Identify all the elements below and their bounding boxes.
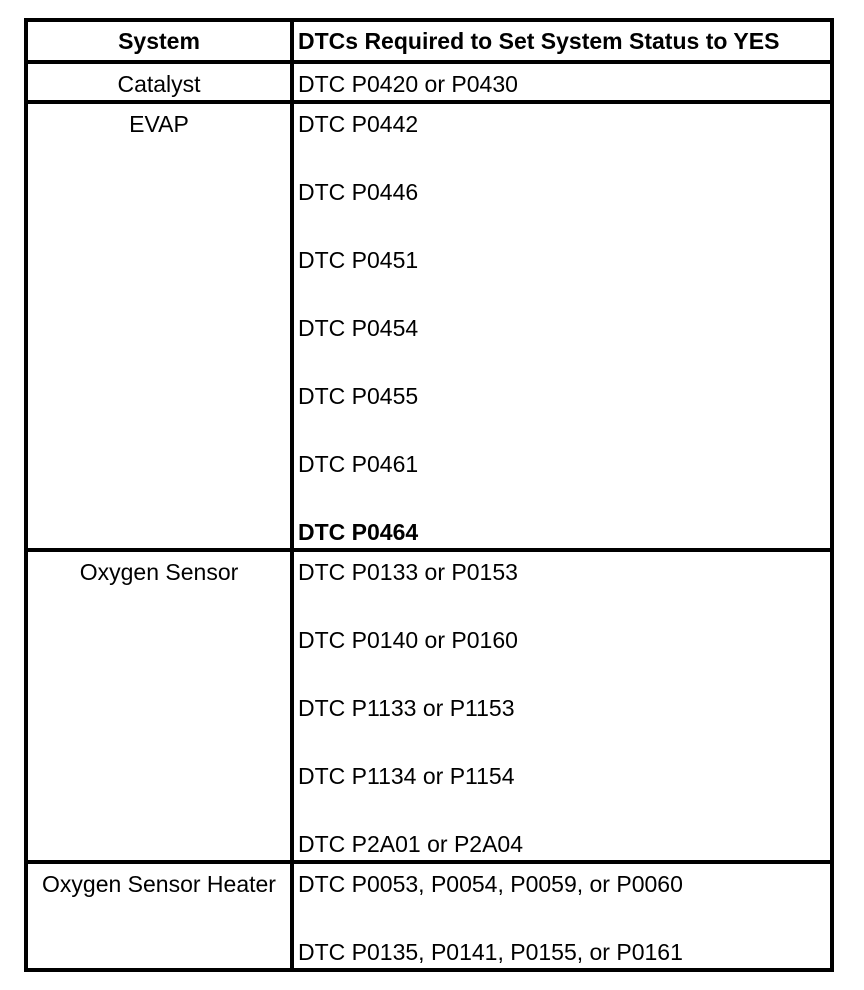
dtc-entry-bold: DTC P0464 [298, 519, 419, 545]
dtc-entry: DTC P1134 or P1154 [298, 763, 515, 789]
dtc-entry: DTC P0451 [298, 247, 419, 273]
dtc-entry: DTC P0454 [298, 315, 419, 341]
dtc-entry: DTC P0455 [298, 383, 419, 409]
dtc-entry: DTC P0446 [298, 179, 419, 205]
header-system: System [26, 20, 292, 62]
dtc-entry: DTC P0461 [298, 451, 419, 477]
dtc-cell [292, 862, 832, 970]
system-cell: EVAP [26, 102, 292, 550]
table-row-oxygen-sensor-heater [26, 862, 832, 970]
dtc-entry: DTC P0133 or P0153 [298, 559, 518, 585]
dtc-entry: DTC P0135, P0141, P0155, or P0161 [298, 939, 683, 965]
header-dtcs: DTCs Required to Set System Status to YES [292, 20, 832, 62]
header-row [26, 20, 832, 62]
dtc-entry: DTC P2A01 or P2A04 [298, 831, 524, 857]
dtc-entry: DTC P0053, P0054, P0059, or P0060 [298, 871, 683, 897]
system-cell: Oxygen Sensor Heater [26, 862, 292, 970]
dtc-entry: DTC P0420 or P0430 [298, 71, 518, 97]
table-row-evap [26, 102, 832, 550]
dtc-entry: DTC P0140 or P0160 [298, 627, 518, 653]
dtc-entry: DTC P1133 or P1153 [298, 695, 515, 721]
table-row-oxygen-sensor [26, 550, 832, 862]
dtc-cell [292, 62, 832, 102]
system-cell: Oxygen Sensor [26, 550, 292, 862]
dtc-cell [292, 102, 832, 550]
dtc-cell [292, 550, 832, 862]
system-cell: Catalyst [26, 62, 292, 102]
table-row-catalyst [26, 62, 832, 102]
dtc-status-table [24, 18, 834, 972]
dtc-entry: DTC P0442 [298, 111, 419, 137]
